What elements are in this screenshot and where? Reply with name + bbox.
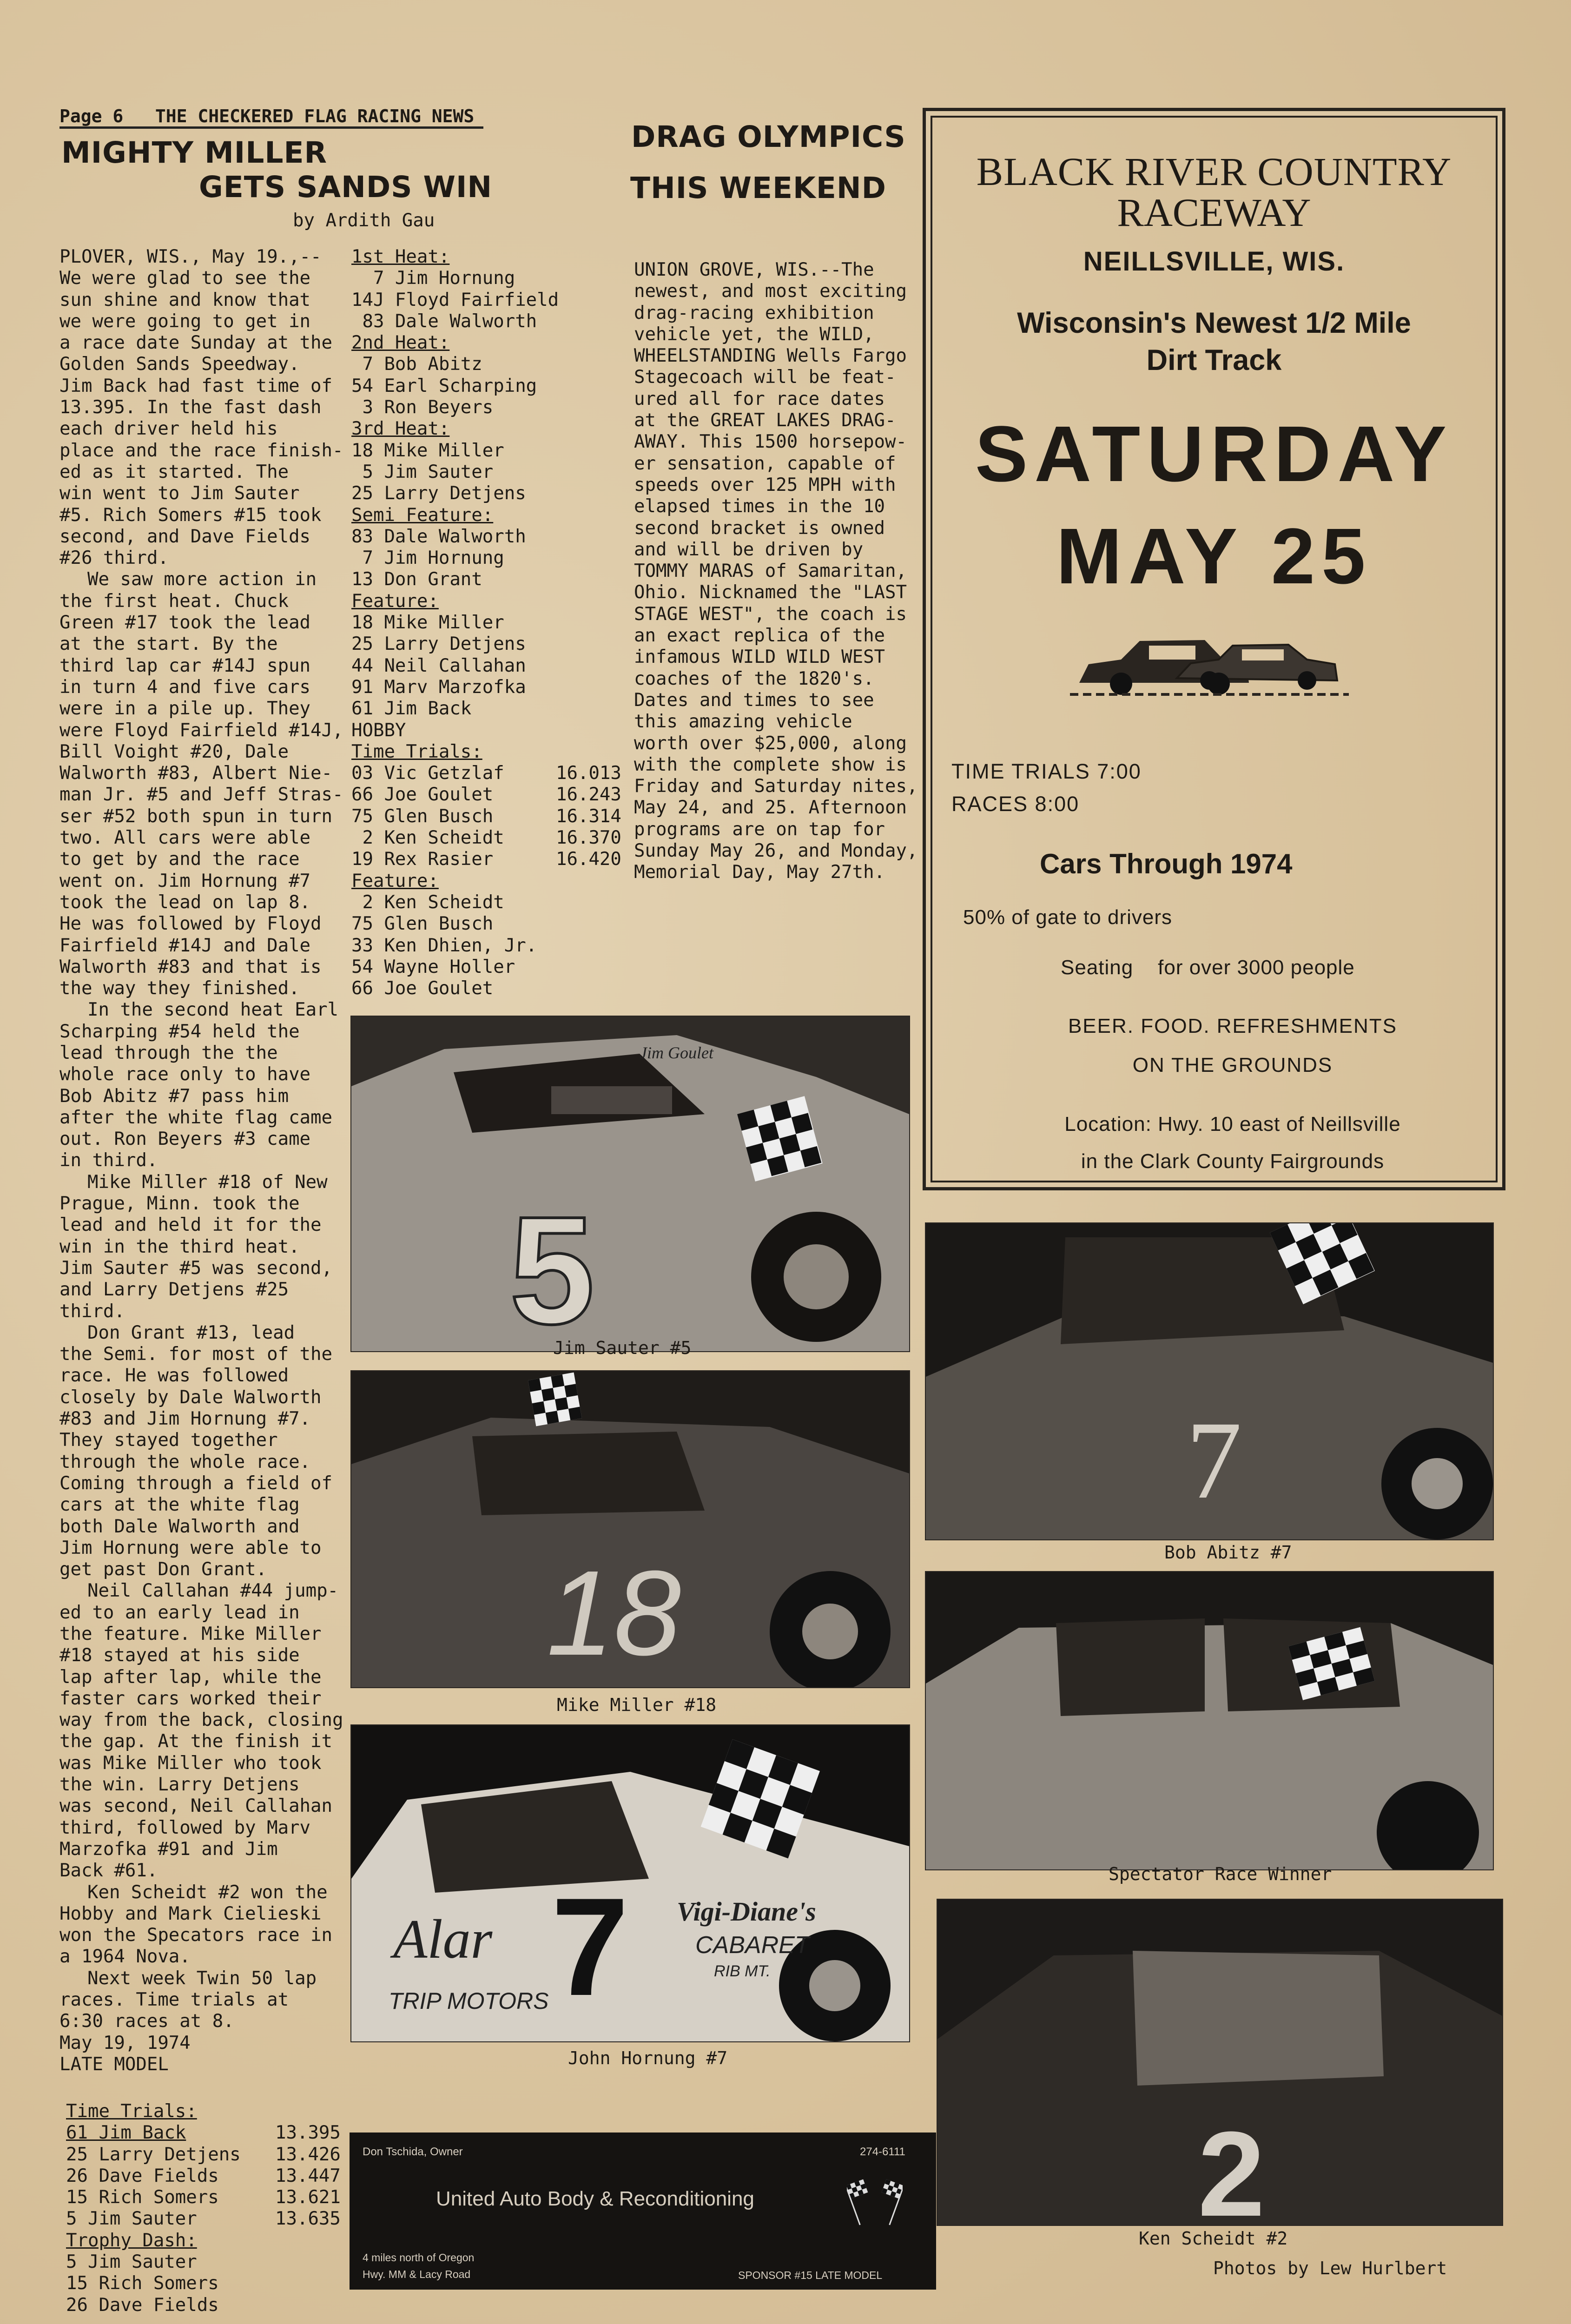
results-line: 2 Ken Scheidt <box>351 891 504 913</box>
late-model-trial-row: 5 Jim Sauter 13.635 <box>66 2208 341 2230</box>
results-line: 75 Glen Busch <box>351 913 494 935</box>
article-line: third. <box>59 1301 125 1322</box>
article-line: ed to an early lead in <box>59 1602 300 1623</box>
article-line: 13.395. In the fast dash <box>59 397 322 418</box>
article-line: Back #61. <box>59 1860 158 1882</box>
article-line: second, and Dave Fields <box>59 526 311 547</box>
article-line: both Dale Walworth and <box>59 1516 300 1537</box>
late-model-results <box>66 2101 354 2316</box>
ad-sponsor: SPONSOR #15 LATE MODEL <box>738 2269 883 2281</box>
article2-line: newest, and most exciting <box>634 281 907 302</box>
photo-jim-sauter <box>350 1016 910 1352</box>
sponsor-alar: Alar <box>393 1908 493 1970</box>
article-line: was Mike Miller who took <box>59 1752 322 1774</box>
ad-tagline: Wisconsin's Newest 1/2 Mile <box>1017 307 1411 339</box>
race-results <box>351 246 621 999</box>
article-line: lead through the the <box>59 1042 278 1063</box>
hobby-trial-row: 2 Ken Scheidt 16.370 <box>351 827 621 849</box>
photo-bob-abitz <box>925 1222 1494 1540</box>
article2-line: an exact replica of the <box>634 625 885 647</box>
ad-location: NEILLSVILLE, WIS. <box>1083 246 1345 277</box>
article-line: LATE MODEL <box>59 2053 169 2075</box>
sponsor-trip-motors: TRIP MOTORS <box>389 1988 549 2014</box>
caption-jim-sauter: Jim Sauter #5 <box>553 1338 692 1358</box>
photo-ken-scheidt <box>937 1899 1503 2226</box>
results-heading: Semi Feature: <box>351 504 494 526</box>
crossed-checkered-flags-icon <box>847 2177 903 2228</box>
article-line: in third. <box>59 1150 158 1171</box>
late-model-trial-time: 13.635 <box>275 2208 341 2230</box>
article2-line: ured all for race dates <box>634 388 885 409</box>
hobby-trial-time: 16.013 <box>556 763 621 784</box>
results-line: 14J Floyd Fairfield <box>351 289 559 310</box>
article-line: Fairfield #14J and Dale <box>59 935 311 956</box>
article-line: Coming through a field of <box>59 1472 332 1494</box>
article-line: two. All cars were able <box>59 827 311 849</box>
article-line: way from the back, closing <box>59 1710 343 1731</box>
results-line: 7 Jim Hornung <box>351 268 515 289</box>
article-line: win in the third heat. <box>59 1236 300 1257</box>
results-line: 25 Larry Detjens <box>351 634 526 655</box>
ad-gate: 50% of gate to drivers <box>963 906 1173 929</box>
article-line: Jim Sauter #5 was second, <box>59 1257 332 1279</box>
article2-line: er sensation, capable of <box>634 453 896 474</box>
article2-line: WHEELSTANDING Wells Fargo <box>634 345 907 367</box>
hobby-trial-row: 75 Glen Busch 16.314 <box>351 805 621 827</box>
results-line: 5 Jim Sauter <box>351 461 494 482</box>
sponsor-cabaret: CABARET <box>695 1932 810 1959</box>
late-model-trial-row: 26 Dave Fields 13.447 <box>66 2165 341 2186</box>
article-line: #83 and Jim Hornung #7. <box>59 1408 311 1430</box>
results-line: 44 Neil Callahan <box>351 655 526 676</box>
article-line: the win. Larry Detjens <box>59 1774 300 1796</box>
late-model-heading: Time Trials: <box>66 2101 197 2122</box>
article-line: sun shine and know that <box>59 289 311 310</box>
article-line: ed as it started. The <box>59 461 289 482</box>
results-line: 91 Marv Marzofka <box>351 676 526 698</box>
ad-owner: Don Tschida, Owner <box>363 2146 463 2158</box>
article-line: Hobby and Mark Cielieski <box>59 1903 322 1924</box>
article-line: PLOVER, WIS., May 19.,-- <box>59 246 322 267</box>
results-line: 33 Ken Dhien, Jr. <box>351 935 537 956</box>
article-line: Jim Back had fast time of <box>59 375 332 396</box>
ad-phone: 274-6111 <box>860 2146 905 2158</box>
article-line: #26 third. <box>59 548 169 569</box>
ad-food-line2: ON THE GROUNDS <box>1132 1054 1333 1076</box>
article-line: after the white flag came <box>59 1107 332 1128</box>
article2-line: vehicle yet, the WILD, <box>634 324 874 345</box>
article-line: cars at the white flag <box>59 1494 300 1516</box>
article-line: won the Specators race in <box>59 1925 332 1946</box>
article-line: were Floyd Fairfield #14J, <box>59 720 343 741</box>
article2-line: AWAY. This 1500 horsepow- <box>634 431 907 453</box>
article-line: May 19, 1974 <box>59 2032 191 2053</box>
article2-line: drag-racing exhibition <box>634 302 874 324</box>
ad-races: RACES 8:00 <box>951 792 1080 816</box>
article-line: were in a pile up. They <box>59 698 311 720</box>
article-line: He was followed by Floyd <box>59 913 322 935</box>
article-line: lead and held it for the <box>59 1215 322 1236</box>
article-body <box>59 246 343 2075</box>
hobby-trial-time: 16.370 <box>556 827 621 849</box>
article-line: whole race only to have <box>59 1064 311 1085</box>
article2-line: Sunday May 26, and Monday, <box>634 840 918 862</box>
article-line: Green #17 took the lead <box>59 612 311 634</box>
results-line: HOBBY <box>351 720 406 741</box>
article-line: Walworth #83 and that is <box>59 956 322 977</box>
results-line: 25 Larry Detjens <box>351 483 526 504</box>
results-line: 66 Joe Goulet <box>351 978 494 999</box>
article-line: Ken Scheidt #2 won the <box>87 1882 328 1903</box>
article2-line: TOMMY MARAS of Samaritan, <box>634 561 907 582</box>
article2-title: DRAG OLYMPICS <box>631 120 906 154</box>
ad-business-name: United Auto Body & Reconditioning <box>436 2187 754 2210</box>
article-line: race. He was followed <box>59 1365 289 1386</box>
article-line: Neil Callahan #44 jump- <box>87 1580 339 1602</box>
door-number-5: 5 <box>509 1184 595 1351</box>
article-line: place and the race finish- <box>59 440 343 461</box>
photo-mike-miller <box>350 1370 910 1688</box>
late-model-trial-row: 61 Jim Back 13.395 <box>66 2122 341 2144</box>
article-line: #5. Rich Somers #15 took <box>59 504 322 526</box>
article2-line: programs are on tap for <box>634 819 885 840</box>
results-heading: Feature: <box>351 590 439 612</box>
trophy-dash-line: 26 Dave Fields <box>66 2294 219 2316</box>
article-line: the feature. Mike Miller <box>59 1624 322 1644</box>
article-line: each driver held his <box>59 418 278 440</box>
ad-address: 4 miles north of Oregon <box>363 2251 475 2264</box>
article-line: Marzofka #91 and Jim <box>59 1838 278 1860</box>
article-line: and Larry Detjens #25 <box>59 1279 289 1301</box>
article-line: Bob Abitz #7 pass him <box>59 1085 289 1107</box>
results-heading: Feature: <box>351 870 439 891</box>
article2-line: worth over $25,000, along <box>634 733 907 754</box>
hobby-trial-row: 19 Rex Rasier 16.420 <box>351 849 621 870</box>
article2-line: coaches of the 1820's. <box>634 668 874 689</box>
article-line: We saw more action in <box>87 569 317 590</box>
ad-raceway-name: BLACK RIVER COUNTRY <box>976 149 1452 194</box>
article2-line: and will be driven by <box>634 539 864 560</box>
ad-address-line2: Hwy. MM & Lacy Road <box>363 2268 471 2280</box>
results-line: 7 Jim Hornung <box>351 548 504 569</box>
caption-bob-abitz: Bob Abitz #7 <box>1164 1542 1292 1563</box>
photo-john-hornung <box>350 1724 910 2042</box>
article-line: we were going to get in <box>59 310 311 332</box>
door-number-2: 2 <box>1198 2107 1265 2225</box>
results-line: 3 Ron Beyers <box>351 397 494 418</box>
sponsor-vigi-dianes: Vigi-Diane's <box>677 1896 816 1927</box>
article-line: at the start. By the <box>59 634 278 655</box>
article-line: out. Ron Beyers #3 came <box>59 1129 311 1150</box>
results-line: 83 Dale Walworth <box>351 526 526 547</box>
article-line: took the lead on lap 8. <box>59 891 311 913</box>
article-line: Mike Miller #18 of New <box>87 1171 328 1193</box>
article-line: the first heat. Chuck <box>59 590 289 612</box>
raceway-ad <box>923 108 1505 1190</box>
article-line: third lap car #14J spun <box>59 655 311 676</box>
article2-line: Dates and times to see <box>634 689 874 711</box>
article-line: races. Time trials at <box>59 1989 289 2011</box>
byline: by Ardith Gau <box>293 210 435 231</box>
article2-line: Stagecoach will be feat- <box>634 367 896 388</box>
article-line: Bill Voight #20, Dale <box>59 741 289 762</box>
ad-directions-line2: in the Clark County Fairgrounds <box>1081 1150 1385 1173</box>
results-heading: Time Trials: <box>351 741 482 762</box>
article-line: to get by and the race <box>59 849 300 870</box>
hobby-trial-time: 16.314 <box>556 805 621 827</box>
article2-body <box>634 259 918 884</box>
article-line: through the whole race. <box>59 1451 311 1472</box>
results-line: 54 Wayne Holler <box>351 956 515 977</box>
hobby-trial-time: 16.243 <box>556 784 621 805</box>
door-number-7-abitz: 7 <box>1186 1398 1242 1522</box>
results-line: 83 Dale Walworth <box>351 310 537 332</box>
article-line: the Semi. for most of the <box>59 1344 332 1365</box>
hobby-trial-time: 16.420 <box>556 849 621 870</box>
article2-line: second bracket is owned <box>634 517 885 539</box>
article-line: a 1964 Nova. <box>59 1946 191 1967</box>
results-heading: 3rd Heat: <box>351 418 450 440</box>
hobby-trial-row: 66 Joe Goulet 16.243 <box>351 784 621 805</box>
ad-cars: Cars Through 1974 <box>1040 848 1293 879</box>
results-line: 54 Earl Scharping <box>351 375 537 396</box>
article-line: the gap. At the finish it <box>59 1731 332 1752</box>
race-cars-illustration <box>1070 627 1349 697</box>
results-line: 61 Jim Back <box>351 698 472 720</box>
article-line: faster cars worked their <box>59 1688 322 1709</box>
late-model-trial-row: 15 Rich Somers 13.621 <box>66 2187 341 2208</box>
article-line: Don Grant #13, lead <box>87 1322 295 1343</box>
article2-line: this amazing vehicle <box>634 711 852 733</box>
article-line: man Jr. #5 and Jeff Stras- <box>59 784 343 805</box>
late-model-trial-time: 13.621 <box>275 2187 341 2208</box>
door-name-jim-goulet: Jim Goulet <box>640 1043 713 1062</box>
article-line: In the second heat Earl <box>87 999 339 1021</box>
article2-line: UNION GROVE, WIS.--The <box>634 259 874 280</box>
ad-raceway-name-line2: RACEWAY <box>1117 190 1311 235</box>
article-line: #18 stayed at his side <box>59 1645 300 1666</box>
article-line: get past Don Grant. <box>59 1559 267 1580</box>
results-heading: 2nd Heat: <box>351 332 450 354</box>
article-line: in turn 4 and five cars <box>59 676 311 698</box>
article-line: Next week Twin 50 lap <box>87 1967 317 1989</box>
photo-spectator-winner <box>925 1571 1494 1870</box>
late-model-trial-row: 25 Larry Detjens 13.426 <box>66 2144 341 2165</box>
results-heading: 1st Heat: <box>351 246 450 267</box>
ad-day: SATURDAY <box>975 410 1453 498</box>
ad-time-trials: TIME TRIALS 7:00 <box>951 759 1142 783</box>
article-line: third, followed by Marv <box>59 1817 311 1838</box>
article2-line: Memorial Day, May 27th. <box>634 862 885 883</box>
article-line: was second, Neil Callahan <box>59 1796 332 1817</box>
united-auto-body-ad <box>350 2133 936 2290</box>
article-line: closely by Dale Walworth <box>59 1386 322 1408</box>
article-line: They stayed together <box>59 1430 278 1451</box>
sponsor-rib-mt: RIB MT. <box>714 1962 771 1980</box>
article-line: Scharping #54 held the <box>59 1021 300 1042</box>
late-model-trial-time: 13.395 <box>275 2122 341 2144</box>
results-line: 13 Don Grant <box>351 569 482 590</box>
article-line: a race date Sunday at the <box>59 332 332 354</box>
trophy-dash-heading: Trophy Dash: <box>66 2230 197 2251</box>
article2-title-line2: THIS WEEKEND <box>630 171 886 205</box>
ad-directions: Location: Hwy. 10 east of Neillsville <box>1064 1113 1401 1136</box>
results-line: 7 Bob Abitz <box>351 354 482 375</box>
article2-line: elapsed times in the 10 <box>634 496 885 517</box>
article-line: Golden Sands Speedway. <box>59 354 300 375</box>
article2-line: at the GREAT LAKES DRAG- <box>634 410 896 431</box>
article-line: ser #52 both spun in turn <box>59 805 332 827</box>
ad-seating: Seating for over 3000 people <box>1061 956 1355 979</box>
caption-ken-scheidt: Ken Scheidt #2 <box>1139 2228 1288 2249</box>
article-line: went on. Jim Hornung #7 <box>59 870 311 891</box>
article-line: win went to Jim Sauter <box>59 483 300 504</box>
article-line: lap after lap, while the <box>59 1666 322 1688</box>
article2-line: Ohio. Nicknamed the "LAST <box>634 582 907 603</box>
ad-food: BEER. FOOD. REFRESHMENTS <box>1068 1015 1398 1037</box>
article-line: Prague, Minn. took the <box>59 1193 300 1215</box>
ad-tagline-line2: Dirt Track <box>1146 344 1282 376</box>
article2-line: May 24, and 25. Afternoon <box>634 797 907 819</box>
results-line: 18 Mike Miller <box>351 612 504 634</box>
door-number-18: 18 <box>547 1546 681 1681</box>
article-line: Jim Hornung were able to <box>59 1537 322 1558</box>
article-line: 6:30 races at 8. <box>59 2011 234 2032</box>
article-line: the way they finished. <box>59 978 300 999</box>
article-title-line2: GETS SANDS WIN <box>199 170 493 204</box>
article-title: MIGHTY MILLER <box>61 136 328 170</box>
article-line: We were glad to see the <box>59 268 311 289</box>
late-model-trial-time: 13.426 <box>275 2144 341 2165</box>
hobby-trial-row: 03 Vic Getzlaf 16.013 <box>351 763 621 784</box>
page-header: Page 6 THE CHECKERED FLAG RACING NEWS <box>59 106 483 129</box>
ad-date: MAY 25 <box>1056 512 1372 601</box>
late-model-trial-time: 13.447 <box>275 2165 341 2186</box>
article2-line: with the complete show is <box>634 754 907 775</box>
results-line: 18 Mike Miller <box>351 440 504 461</box>
door-number-7: 7 <box>551 1868 629 2025</box>
article2-line: speeds over 125 MPH with <box>634 474 896 495</box>
caption-spectator-winner: Spectator Race Winner <box>1109 1864 1332 1884</box>
trophy-dash-line: 15 Rich Somers <box>66 2273 219 2294</box>
photo-credit: Photos by Lew Hurlbert <box>1213 2258 1447 2278</box>
caption-mike-miller: Mike Miller #18 <box>557 1695 717 1715</box>
article2-line: STAGE WEST", the coach is <box>634 603 907 625</box>
article2-line: infamous WILD WILD WEST <box>634 647 885 668</box>
article2-line: Friday and Saturday nites, <box>634 776 918 797</box>
trophy-dash-line: 5 Jim Sauter <box>66 2251 197 2273</box>
article-line: Walworth #83, Albert Nie- <box>59 763 332 784</box>
caption-john-hornung: John Hornung #7 <box>568 2048 728 2068</box>
